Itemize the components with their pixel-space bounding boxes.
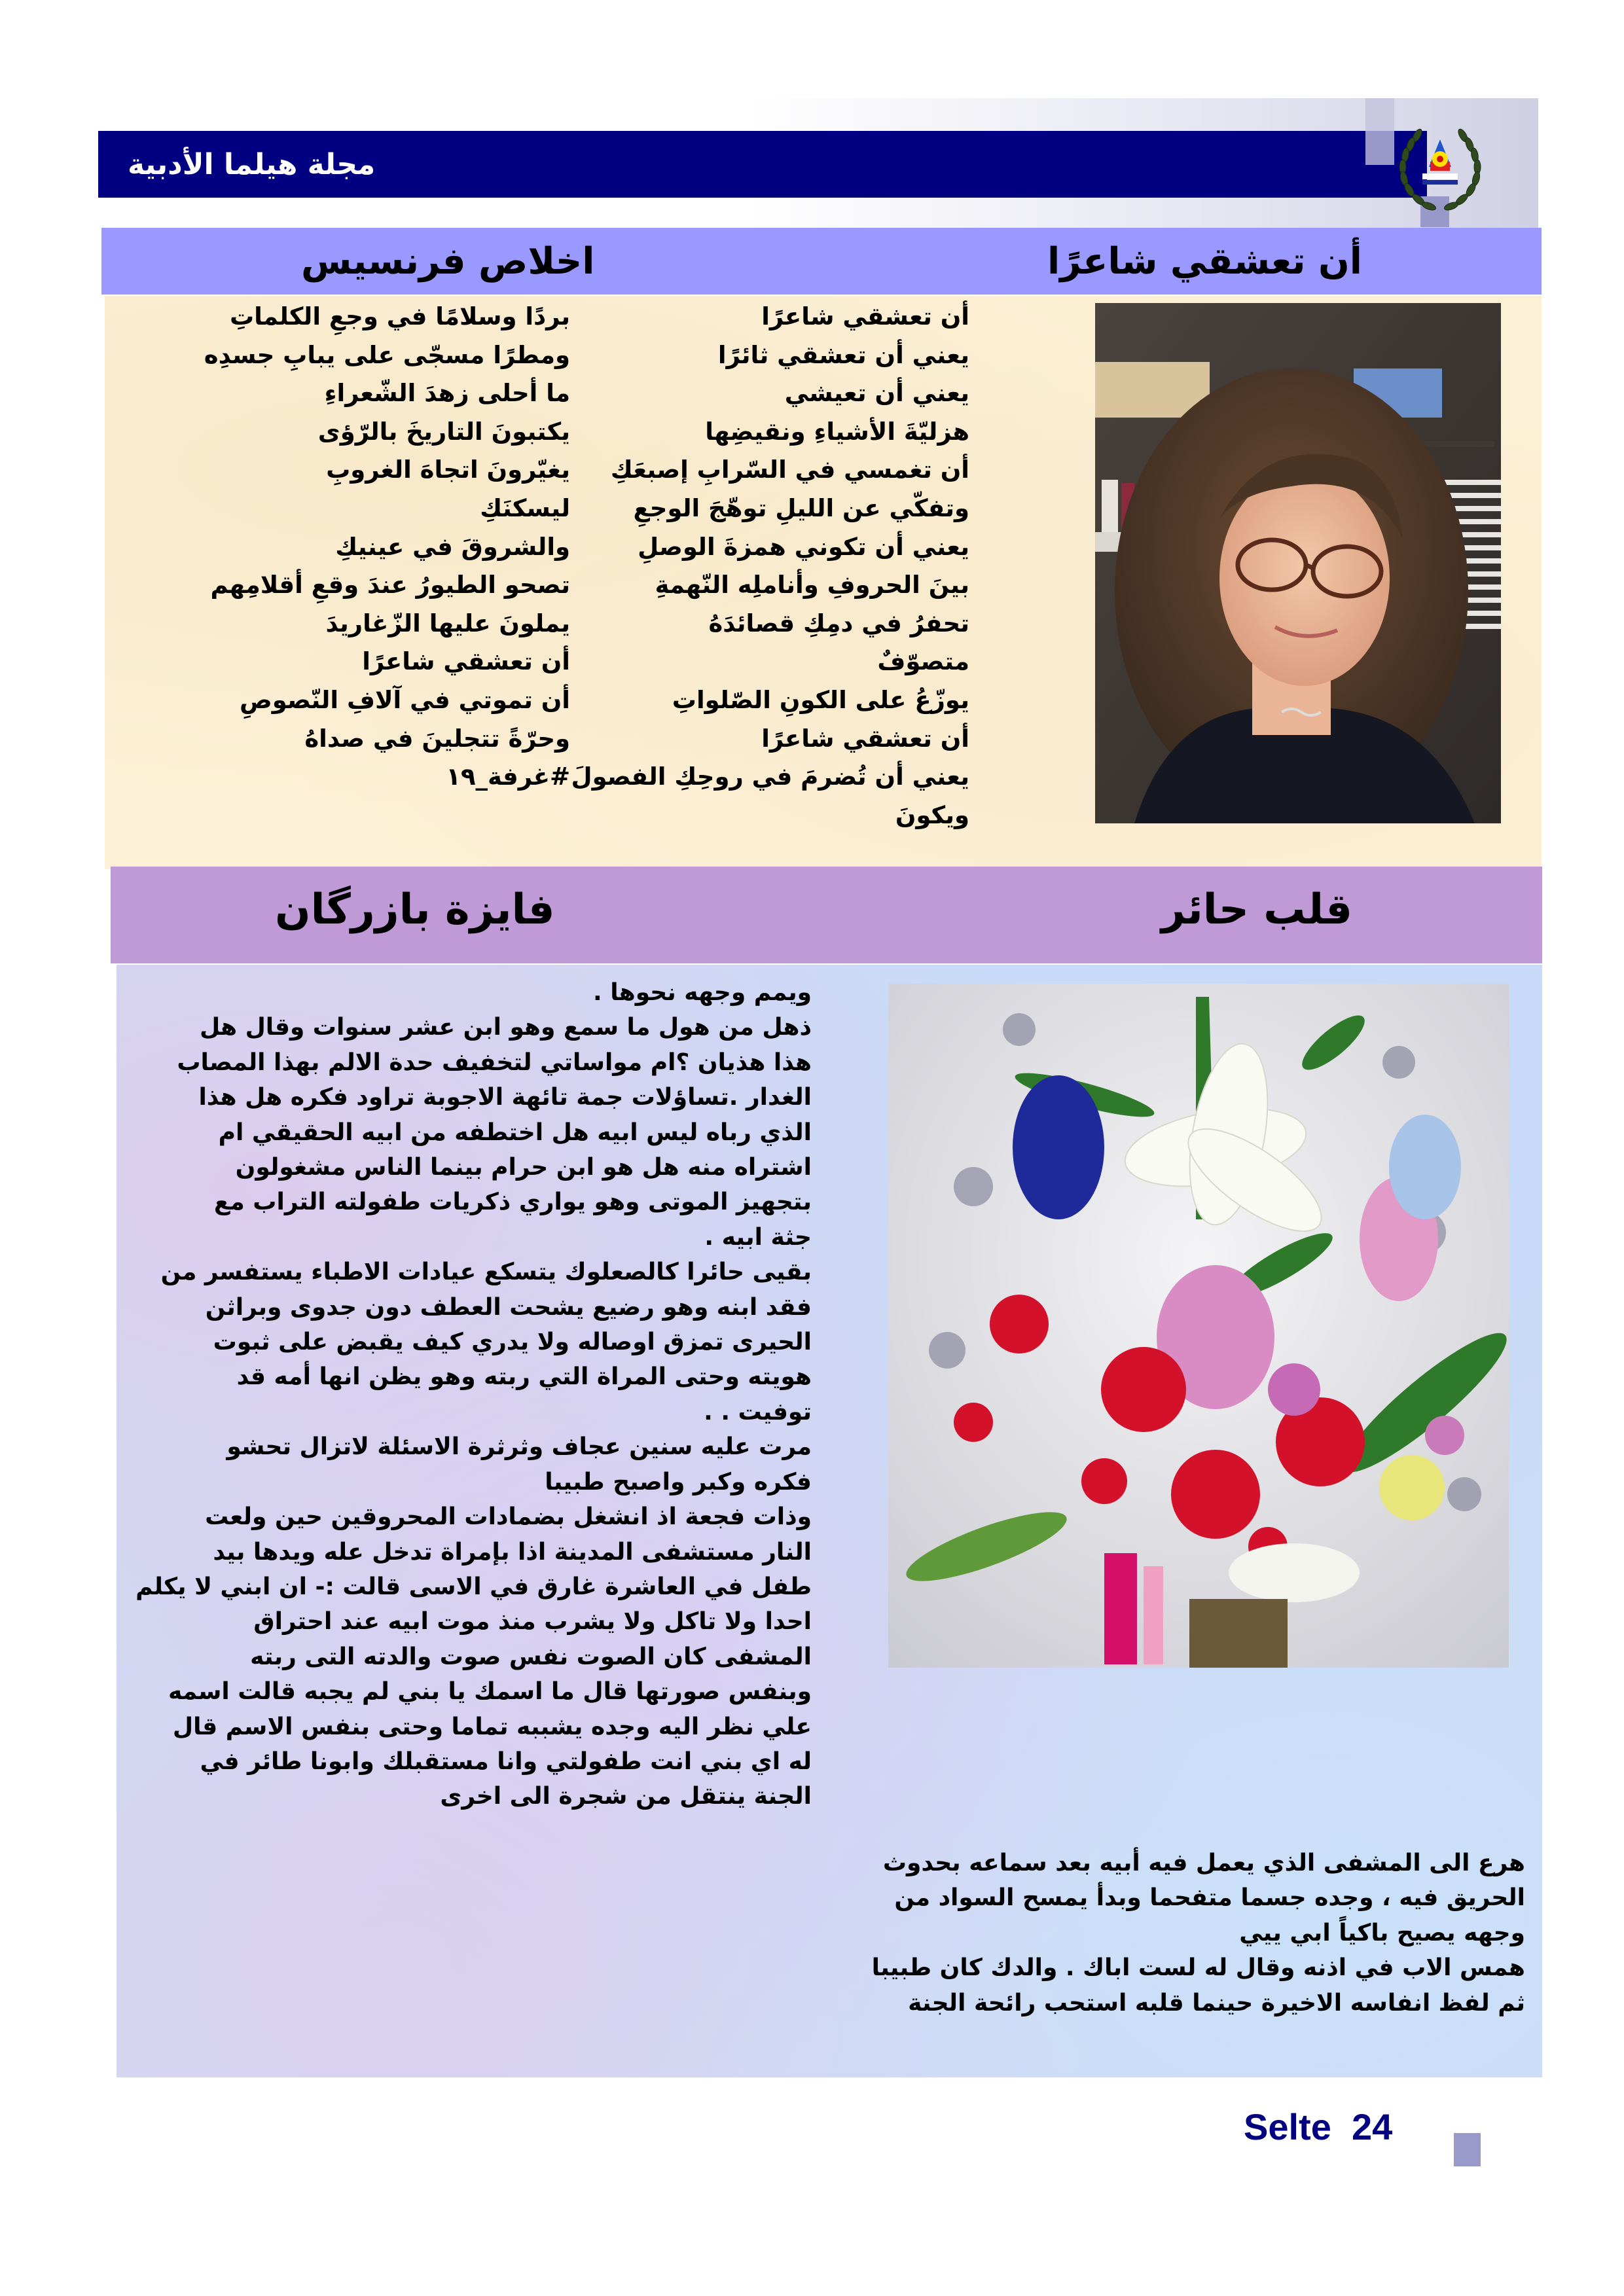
story-line: اشتراه منه هل هو ابن حرام بينما الناس مشغولون — [235, 1154, 812, 1181]
page-number: Selte 24 — [1244, 2106, 1393, 2147]
story-line: علي نظر اليه وجده يشببه تماما وحتى بنفس الاسم قال — [172, 1713, 812, 1740]
story-line: هويته وحتى المراة التي ربته وهو يظن انها أمه قد — [236, 1363, 812, 1391]
story-line: بتجهيز الموتى وهو يواري ذكريات طفولته التراب مع — [213, 1189, 812, 1216]
poem-line: أن تعشقي شاعرًا — [761, 724, 969, 753]
decorative-square — [1454, 2133, 1481, 2166]
poem-line: وحرّةً تتجلينَ في صداهُ — [304, 724, 570, 753]
poem-line: ما أحلى زهدَ الشّعراءِ — [324, 379, 570, 408]
poem-line: يغيّرونَ اتجاهَ الغروبِ — [326, 456, 570, 484]
poem-line: أن تعشقي شاعرًا — [761, 302, 969, 331]
story-line: ويمم وجهه نحوها . — [593, 979, 812, 1006]
poem-line: ليسكنَكِ — [480, 493, 570, 522]
story-line: ثم لفظ انفاسه الاخيرة حينما قلبه استحب رائحة الجنة — [908, 1989, 1525, 2017]
poem-line: يوزّعُ على الكونِ الصّلواتِ — [672, 685, 969, 714]
author-portrait-photo — [1095, 303, 1501, 823]
poem-line: يعني أن تكوني همزةَ الوصلِ — [638, 532, 969, 561]
story-line: فقد ابنه وهو رضيع يشحت العطف دون جدوى وبراثن — [205, 1293, 812, 1321]
flower-bouquet-photo — [888, 984, 1509, 1668]
story-line: الذي رباه ليس ابيه هل اختطفه من ابيه الحقيقي ام — [218, 1119, 812, 1146]
poem-line: يكتبونَ التاريخَ بالرّؤى — [317, 417, 570, 446]
poem-line: يعني أن تعشقي ثائرًا — [717, 340, 969, 369]
poem-line: يعني أن تعيشي — [784, 379, 969, 408]
poem-author: اخلاص فرنسيس — [301, 240, 595, 283]
story-line: المشفى كان الصوت نفس صوت والدته التى ربته — [250, 1643, 812, 1670]
story-line: الغدار .تساؤلات جمة تائهة الاجوبة تراود فكره هل هذا — [198, 1084, 812, 1111]
poem-column-2 — [99, 298, 570, 797]
story-line: له اي بني انت طفولتي وانا مستقبلك وابونا طائر في — [200, 1748, 812, 1775]
story-line: همس الاب في اذنه وقال له لست اباك . والدك كان طبيبا — [871, 1954, 1525, 1982]
story-line: وجهه يصيح باكياً ابي ييي — [1239, 1919, 1525, 1946]
poem-line: أن تعشقي شاعرًا — [362, 647, 570, 676]
poem-line: أن تموتي في آلافِ النّصوصِ — [240, 685, 570, 714]
story-column-left — [124, 975, 812, 1814]
story-author: فايزة بازرگان — [275, 886, 555, 934]
story-title: قلب حائر — [1161, 886, 1352, 934]
story-line: احدا ولا تاكل ولا يشرب منذ موت ابيه عند احتراق — [253, 1608, 812, 1636]
poem-line: بردًا وسلامًا في وجعِ الكلماتِ — [229, 302, 570, 331]
story-line: الحريق فيه ، وجده جسما متفحما وبدأ يمسح السواد من — [894, 1884, 1525, 1912]
poem-line: يملونَ عليها الزّغاريدَ — [325, 609, 570, 637]
story-line: الحيرى تمزق اوصاله ولا يدري كيف يقبض على ثبوت — [213, 1329, 812, 1356]
poem-column-1 — [511, 298, 969, 834]
story-line: الجنة ينتقل من شجرة الى اخرى — [440, 1783, 812, 1810]
story-line: طفل في العاشرة غارق في الاسى قالت :- ان ابني لا يكلم — [135, 1573, 812, 1600]
poem-title: أن تعشقي شاعرًا — [1047, 240, 1362, 283]
story-line: النار مستشفى المدينة اذا بإمراة تدخل عله ويدها بيد — [213, 1538, 812, 1566]
story-line: توفيت . . — [704, 1398, 812, 1426]
poem-line: والشروقَ في عينيكِ — [335, 532, 570, 561]
poem-line: تحفرُ في دمِكِ قصائدَهُ — [708, 609, 969, 637]
poem-line: ومطرًا مسجّى على يبابِ جسدِه — [204, 340, 570, 369]
story-line: بقيى حائرا كالصعلوك يتسكع عيادات الاطباء يستفسر من — [160, 1259, 812, 1286]
poem-line: #غرفة_١٩ — [446, 762, 570, 791]
poem-line: أن تغمسي في السّرابِ إصبعَكِ — [610, 456, 969, 484]
story-line: وبنفس صورتها قال ما اسمك يا بني لم يجبه قالت اسمه — [168, 1678, 812, 1706]
story-column-right — [831, 1846, 1525, 2020]
poem-line: متصوّفٌ — [877, 647, 969, 676]
poem-line: بينَ الحروفِ وأناملِه النّهمةِ — [655, 571, 969, 600]
story-line: ذهل من هول ما سمع وهو ابن عشر سنوات وقال هل — [199, 1014, 812, 1041]
story-line: فكره وكبر واصبح طبيبا — [545, 1468, 812, 1496]
magazine-title: مجلة هيلما الأدبية — [128, 148, 376, 181]
story-line: مرت عليه سنين عجاف وثرثرة الاسئلة لاتزال تحشو — [226, 1433, 812, 1461]
story-line: جثة ابيه . — [704, 1223, 812, 1251]
story-line: وذات فجعة اذ انشغل بضمادات المحروقين حين ولعت — [205, 1503, 812, 1531]
poem-line: يعني أن تُضرمَ في روحِكِ الفصولَ — [571, 762, 969, 791]
story-line: هذا هذيان ؟ام مواساتي لتخفيف حدة الالم بهذا المصاب — [177, 1049, 812, 1076]
story-line: هرع الى المشفى الذي يعمل فيه أبيه بعد سماعه بحدوث — [882, 1850, 1525, 1876]
laurel-wreath-emblem-icon — [1391, 121, 1489, 219]
decorative-square — [1365, 131, 1394, 165]
decorative-square — [1365, 98, 1394, 131]
poem-line: هزليّةَ الأشياءِ ونقيضِها — [705, 417, 969, 446]
poem-line: وتفكّي عن الليلِ توهّجَ الوجعِ — [633, 493, 969, 522]
poem-line: ويكونَ — [895, 800, 969, 829]
poem-line: تصحو الطيورُ عندَ وقعِ أقلامِهم — [210, 571, 570, 600]
